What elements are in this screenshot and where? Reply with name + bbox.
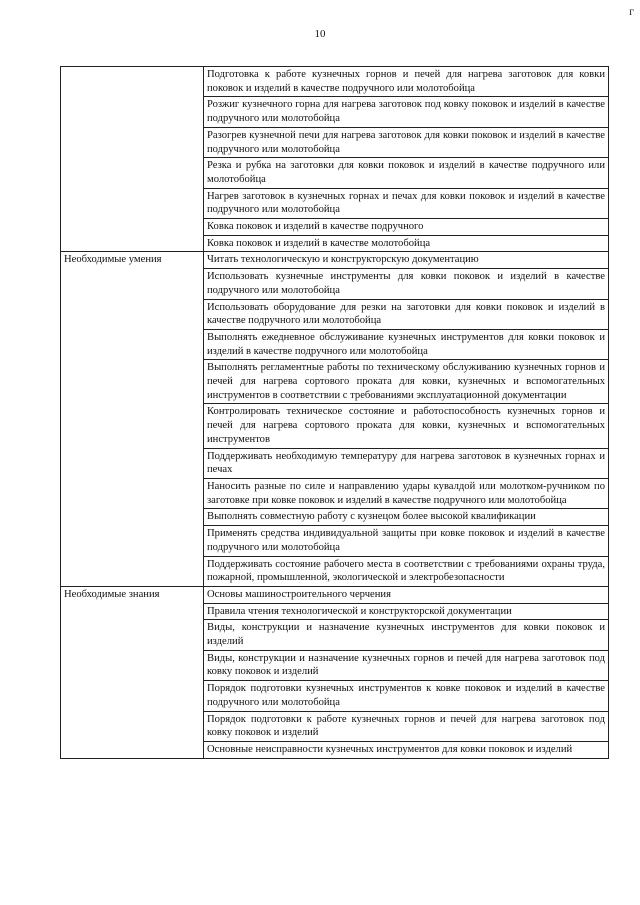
requirement-text: Наносить разные по силе и направлению удары кувалдой или молотком-ручником по заготовке при ковке поковок и изделий в качестве подручного или молотобойца	[204, 478, 609, 508]
table-row	[61, 252, 609, 269]
section-label: Необходимые знания	[61, 586, 204, 758]
requirement-text: Использовать кузнечные инструменты для ковки поковок и изделий в качестве подручного или молотобойца	[204, 269, 609, 299]
requirement-text: Нагрев заготовок в кузнечных горнах и печах для ковки поковок и изделий в качестве подручного или молотобойца	[204, 188, 609, 218]
table-row	[61, 586, 609, 603]
requirement-text: Выполнять регламентные работы по техническому обслуживанию кузнечных горнов и печей для нагрева сортового проката для ковки, кузнечных и вспомогательных инструментов в соответствии с требованиями эксплуатационной документации	[204, 360, 609, 404]
table-row	[61, 67, 609, 97]
requirement-text: Подготовка к работе кузнечных горнов и печей для нагрева заготовок для ковки поковок и изделий в качестве подручного или молотобойца	[204, 67, 609, 97]
requirement-text: Порядок подготовки к работе кузнечных горнов и печей для нагрева заготовок под ковку поковок и изделий	[204, 711, 609, 741]
requirement-text: Поддерживать состояние рабочего места в соответствии с требованиями охраны труда, пожарной, промышленной, экологической и электробезопасности	[204, 556, 609, 586]
requirement-text: Ковка поковок и изделий в качестве подручного	[204, 219, 609, 236]
requirement-text: Выполнять совместную работу с кузнецом более высокой квалификации	[204, 509, 609, 526]
requirement-text: Виды, конструкции и назначение кузнечных горнов и печей для нагрева заготовок под ковку поковок и изделий	[204, 650, 609, 680]
page-number: 10	[314, 28, 326, 40]
requirement-text: Правила чтения технологической и конструкторской документации	[204, 603, 609, 620]
requirement-text: Ковка поковок и изделий в качестве молотобойца	[204, 235, 609, 252]
requirement-text: Резка и рубка на заготовки для ковки поковок и изделий в качестве подручного или молотобойца	[204, 158, 609, 188]
section-label: Необходимые умения	[61, 252, 204, 586]
section-label	[61, 67, 204, 252]
requirement-text: Разогрев кузнечной печи для нагрева заготовок для ковки поковок и изделий в качестве подручного или молотобойца	[204, 127, 609, 157]
requirement-text: Читать технологическую и конструкторскую документацию	[204, 252, 609, 269]
corner-mark: г	[629, 4, 634, 18]
requirement-text: Применять средства индивидуальной защиты при ковке поковок и изделий в качестве подручного или молотобойца	[204, 526, 609, 556]
requirement-text: Контролировать техническое состояние и работоспособность кузнечных горнов и печей для нагрева сортового проката для ковки, кузнечных и вспомогательных инструментов	[204, 404, 609, 448]
requirements-table	[60, 66, 609, 759]
requirement-text: Порядок подготовки кузнечных инструментов к ковке поковок и изделий в качестве подручного или молотобойца	[204, 681, 609, 711]
requirement-text: Розжиг кузнечного горна для нагрева заготовок под ковку поковок и изделий в качестве подручного или молотобойца	[204, 97, 609, 127]
requirement-text: Виды, конструкции и назначение кузнечных инструментов для ковки поковок и изделий	[204, 620, 609, 650]
requirement-text: Основные неисправности кузнечных инструментов для ковки поковок и изделий	[204, 741, 609, 758]
requirement-text: Основы машиностроительного черчения	[204, 586, 609, 603]
requirement-text: Поддерживать необходимую температуру для нагрева заготовок в кузнечных горнах и печах	[204, 448, 609, 478]
requirement-text: Выполнять ежедневное обслуживание кузнечных инструментов для ковки поковок и изделий в качестве подручного или молотобойца	[204, 329, 609, 359]
requirement-text: Использовать оборудование для резки на заготовки для ковки поковок и изделий в качестве подручного или молотобойца	[204, 299, 609, 329]
requirements-table-body	[61, 67, 609, 759]
